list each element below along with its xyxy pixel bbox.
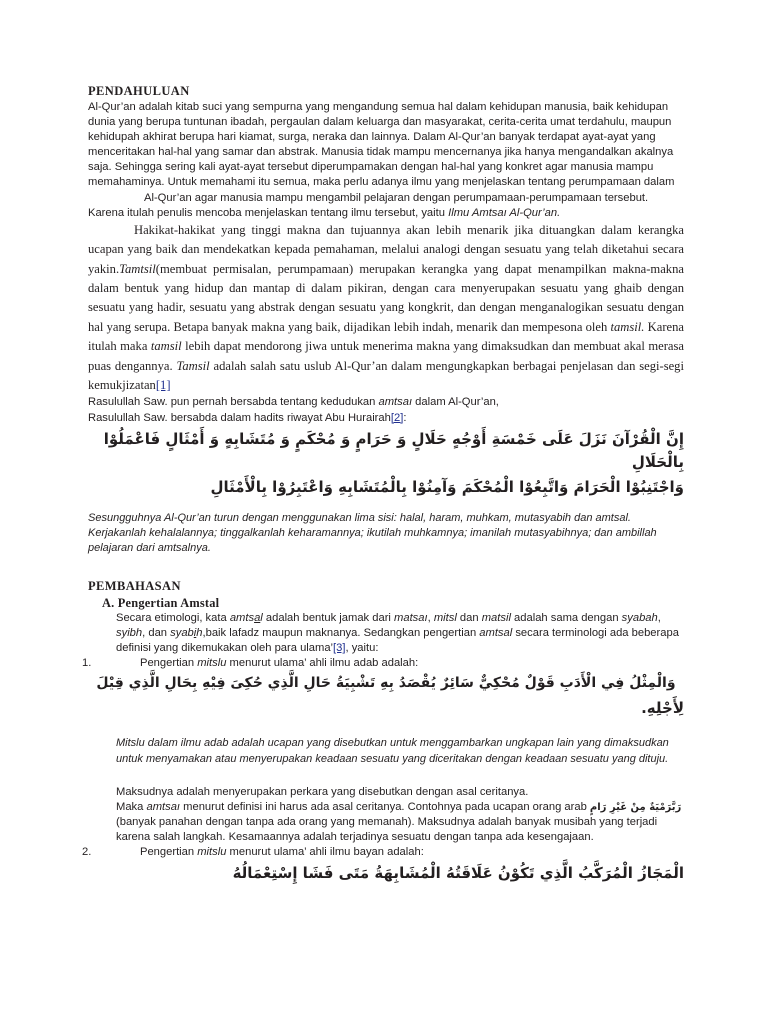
footnote-ref-1[interactable]: [1]	[155, 378, 171, 392]
item-1-lead-b: menurut ulama’ ahli ilmu adab adalah:	[226, 657, 419, 670]
etym-i7-underlined: i	[193, 626, 197, 639]
hadith-lead-line-2	[88, 411, 684, 426]
etym-i: secara terminologi ada beberapa definisi yang dikemukakan oleh para ulama’	[116, 626, 679, 654]
term-amtsal-etym	[230, 612, 263, 624]
term-matsil: matsil	[481, 611, 511, 624]
spacer	[88, 722, 684, 736]
etymology-paragraph	[116, 611, 684, 656]
heading-pembahasan: PEMBAHASAN	[88, 578, 181, 593]
intro-paragraph-2-b: (membuat permisalan, perumpamaan) merupakan kerangka yang dapat menampilkan makna-makna dalam bentuk yang hidup dan mantap di dalam pikiran, dengan cara menyerupakan sesuatu yang ghaib dengan sesuatu yang hadir, sesuatu yang abstrak dengan sesuatu yang kongkrit, dan dengan menganalogikan sesuatu dengan hal yang serupa. Betapa banyak makna yang baik, dijadikan lebih indah, menarik dan mempesona oleh	[88, 261, 684, 334]
hadith-lead-2-b: :	[403, 411, 407, 424]
term-syibh: syibh	[116, 626, 143, 639]
etym-i7: syab	[170, 626, 194, 639]
item-1-lead	[140, 656, 684, 671]
etym-a: Secara etimologi, kata	[116, 611, 230, 624]
item-2-lead-b: menurut ulama’ ahli ilmu bayan adalah:	[226, 846, 424, 859]
term-tamsil-3: Tamsil	[176, 358, 210, 373]
term-syabih	[170, 627, 202, 639]
spacer	[88, 501, 684, 511]
etym-d: dan	[456, 611, 482, 624]
item-2-lead	[140, 845, 684, 860]
heading-pendahuluan: PENDAHULUAN	[88, 84, 190, 98]
subsection-a-heading	[102, 595, 684, 611]
item-2-lead-a: Pengertian	[140, 846, 198, 859]
item-1-arabic-line-1: وَالْمِثْلُ فِي الْأَدَبِ قَوْلٌ مُحْكِيٌّ سَائِرٌ يُقْصَدُ بِهِ تَشْبِيَةُ حَالِ الَّذِي حُكِىَ فِيْهِ بِحَالِ الَّذِي قِيْلَ	[96, 675, 676, 692]
hadith-lead-2-a: Rasulullah Saw. bersabda dalam hadits riwayat Abu Hurairah	[88, 411, 391, 424]
item-2-arabic-line-1: الْمَجَازُ الْمُرَكَّبُ الَّذِي تَكُوْنُ عَلَاقَتُهُ الْمُشَابِهَةُ مَتَى فَشَا إِسْتِعْمَالُهُ	[232, 864, 684, 883]
subsection-a-label: A.	[102, 595, 115, 610]
term-tamsil-2: tamsil	[150, 339, 182, 354]
item-1-explanation-1: Maksudnya adalah menyerupakan perkara yang disebutkan dengan asal ceritanya.	[116, 786, 529, 798]
list-item	[82, 845, 684, 860]
footnote-ref-2[interactable]: [2]	[390, 411, 404, 424]
term-tamtsil: Tamtsil	[119, 261, 156, 276]
hadith-arabic-line-2: وَاجْتَنِبُوْا الْحَرَامَ وَاتَّبِعُوْا الْمُحْكَمَ وَآمِنُوْا بِالْمُتَشَابِهِ وَاعْتَبِرُوْا بِالْأَمْثَالِ	[210, 477, 684, 496]
hadith-lead-line-1	[88, 395, 684, 410]
list-item	[82, 656, 684, 671]
etym-b: adalah bentuk jamak dari	[262, 611, 395, 624]
etym-i1: amts	[229, 611, 255, 624]
document-content	[82, 84, 685, 887]
item-1-explanation-block	[116, 785, 684, 845]
etym-i7-tail: h	[196, 626, 203, 639]
intro-paragraph-2-e: adalah salah satu uslub Al-Qur’an dalam mengungkapkan berbagai penjelasan dan segi-segi kemukjizatan	[88, 358, 684, 392]
etym-f: ,	[657, 611, 661, 624]
item-1-translation-block	[116, 736, 684, 767]
hadith-lead-1-a: Rasulullah Saw. pun pernah bersabda tentang kedudukan	[88, 396, 379, 409]
etymology-block	[116, 611, 684, 656]
intro-paragraph-1-italic-end: Ilmu Amtsaı Al-Qur’an.	[448, 206, 561, 219]
intro-paragraph-2-c: Karena itulah maka	[88, 319, 684, 354]
item-1-translation: Mitslu dalam ilmu adab adalah ucapan yang disebutkan untuk menggambarkan ungkapan lain yang dimaksudkan untuk menyamakan atau menyerupakan keadaan sesuatu yang diceritakan dengan keadaan sesuatu yang dituju.	[116, 737, 669, 765]
subsection-a-title: Pengertian Amstal	[117, 595, 220, 610]
intro-paragraph-1-part2: Al-Qur’an agar manusia mampu mengambil pelajaran dengan perumpamaan-perumpamaan tersebut. Karena itulah penulis mencoba menjelaskan tentang ilmu tersebut, yaitu	[88, 191, 649, 219]
term-mitslu-2: mitslu	[197, 846, 227, 859]
etym-g: , dan	[142, 626, 171, 639]
item-1-lead-a: Pengertian	[140, 657, 198, 670]
hadith-translation: Sesungguhnya Al-Qur’an turun dengan menggunakan lima sisi: halal, haram, muhkam, mutasyabih dan amtsal. Kerjakanlah kehalalannya; tinggalkanlah keharamannya; ikutilah muhkamnya; imanilah mutasyabihnya; dan ambillah pelajaran dari amtsalnya.	[88, 511, 657, 555]
intro-paragraph-2	[88, 221, 684, 396]
footnote-ref-3[interactable]: [3]	[333, 642, 346, 654]
term-mitsl: mitsl	[433, 611, 457, 624]
term-tamsil-1: tamsil.	[610, 319, 645, 334]
etym-j: , yaitu:	[345, 642, 379, 654]
hadith-lead-1-b: dalam Al-Qur’an,	[412, 396, 499, 409]
spacer	[88, 767, 684, 785]
inline-arabic-2: رَمْيَةٌ مِنْ غَيْرِ رَامٍ	[589, 802, 672, 814]
item-1-arabic-line-2: لِأَجْلِهِ.	[641, 699, 684, 718]
etym-i1-underlined: a	[254, 611, 261, 624]
term-matsal: matsaı	[394, 611, 428, 624]
item-1-explanation-2	[116, 800, 684, 845]
term-mitslu-1: mitslu	[197, 657, 227, 670]
term-amtsal-2: amtsaı	[146, 801, 181, 814]
expl-2-a: Maka	[116, 801, 147, 814]
intro-paragraph-1-part1: Al-Qur’an adalah kitab suci yang sempurna yang mengandung semua hal dalam kehidupan manusia, baik kehidupan dunia yang berupa tuntunan ibadah, pergaulan dalam keluarga dan masyarakat, cerita-cerita umat terdahulu, maupun kehidupah akhirat berupa hari kiamat, surga, neraka dan lainnya. Dalam Al-Qur’an banyak terdapat ayat-ayat yang menceritakan hal-hal yang samar dan abstrak. Manusia tidak mampu mencernanya jika hanya mengandalkan akalnya saja. Sehingga sering kali ayat-ayat tersebut diperumpamakan dengan hal-hal yang konkret agar manusia mampu memahaminya. Untuk memahami itu semua, maka perlu adanya ilmu yang menjelaskan tentang perumpamaan dalam	[88, 101, 675, 189]
spacer	[88, 557, 684, 579]
term-syabah: syabah	[621, 611, 658, 624]
list-item-number: 2.	[82, 846, 92, 859]
list-item-number: 1.	[82, 657, 92, 670]
intro-paragraph-2-d: lebih dapat mendorong jiwa untuk menerima makna yang dimaksudkan dan membuat akal merasa puas dengannya.	[88, 339, 685, 373]
hadith-arabic-line-1: إِنَّ الْقُرْآنَ نَزَلَ عَلَى خَمْسَةِ أَوْجُهٍ حَلَالٍ وَ حَرَامٍ وَ مُحْكَمٍ وَ مُتَشَابِهٍ وَ أَمْثَالٍ فَاعْمَلُوْا بِالْحَلَالِ	[103, 429, 684, 471]
intro-paragraph-2-a: Hakikat-hakikat yang tinggi makna dan tujuannya akan lebih menarik jika dituangkan dalam kerangka ucapan yang baik dan mendekatkan kepada pemahaman, melalui analogi dengan sesuatu yang telah diketahui secara yakin.	[88, 222, 684, 276]
etym-c: ,	[427, 611, 434, 624]
expl-2-b: menurut definisi ini harus ada asal ceritanya. Contohnya pada ucapan orang arab	[180, 801, 590, 814]
inline-arabic-1: رَبَّ	[671, 802, 682, 814]
etym-h: ,baik lafadz maupun maknanya. Sedangkan pengertian	[202, 626, 480, 639]
etym-i1-tail: l	[260, 611, 263, 624]
intro-paragraph-1	[88, 100, 684, 221]
term-amtsal-1: amtsaı	[378, 396, 413, 409]
expl-2-c: (banyak panahan dengan tanpa ada orang yang memanah). Maksudnya adalah banyak musibah yang terjadi karena salah langkah. Kesamaannya adalah terjadinya sesuatu dengan tanpa ada kesengajaan.	[116, 816, 658, 844]
etym-e: adalah sama dengan	[510, 611, 622, 624]
term-amtsal-term: amtsal	[479, 626, 513, 639]
